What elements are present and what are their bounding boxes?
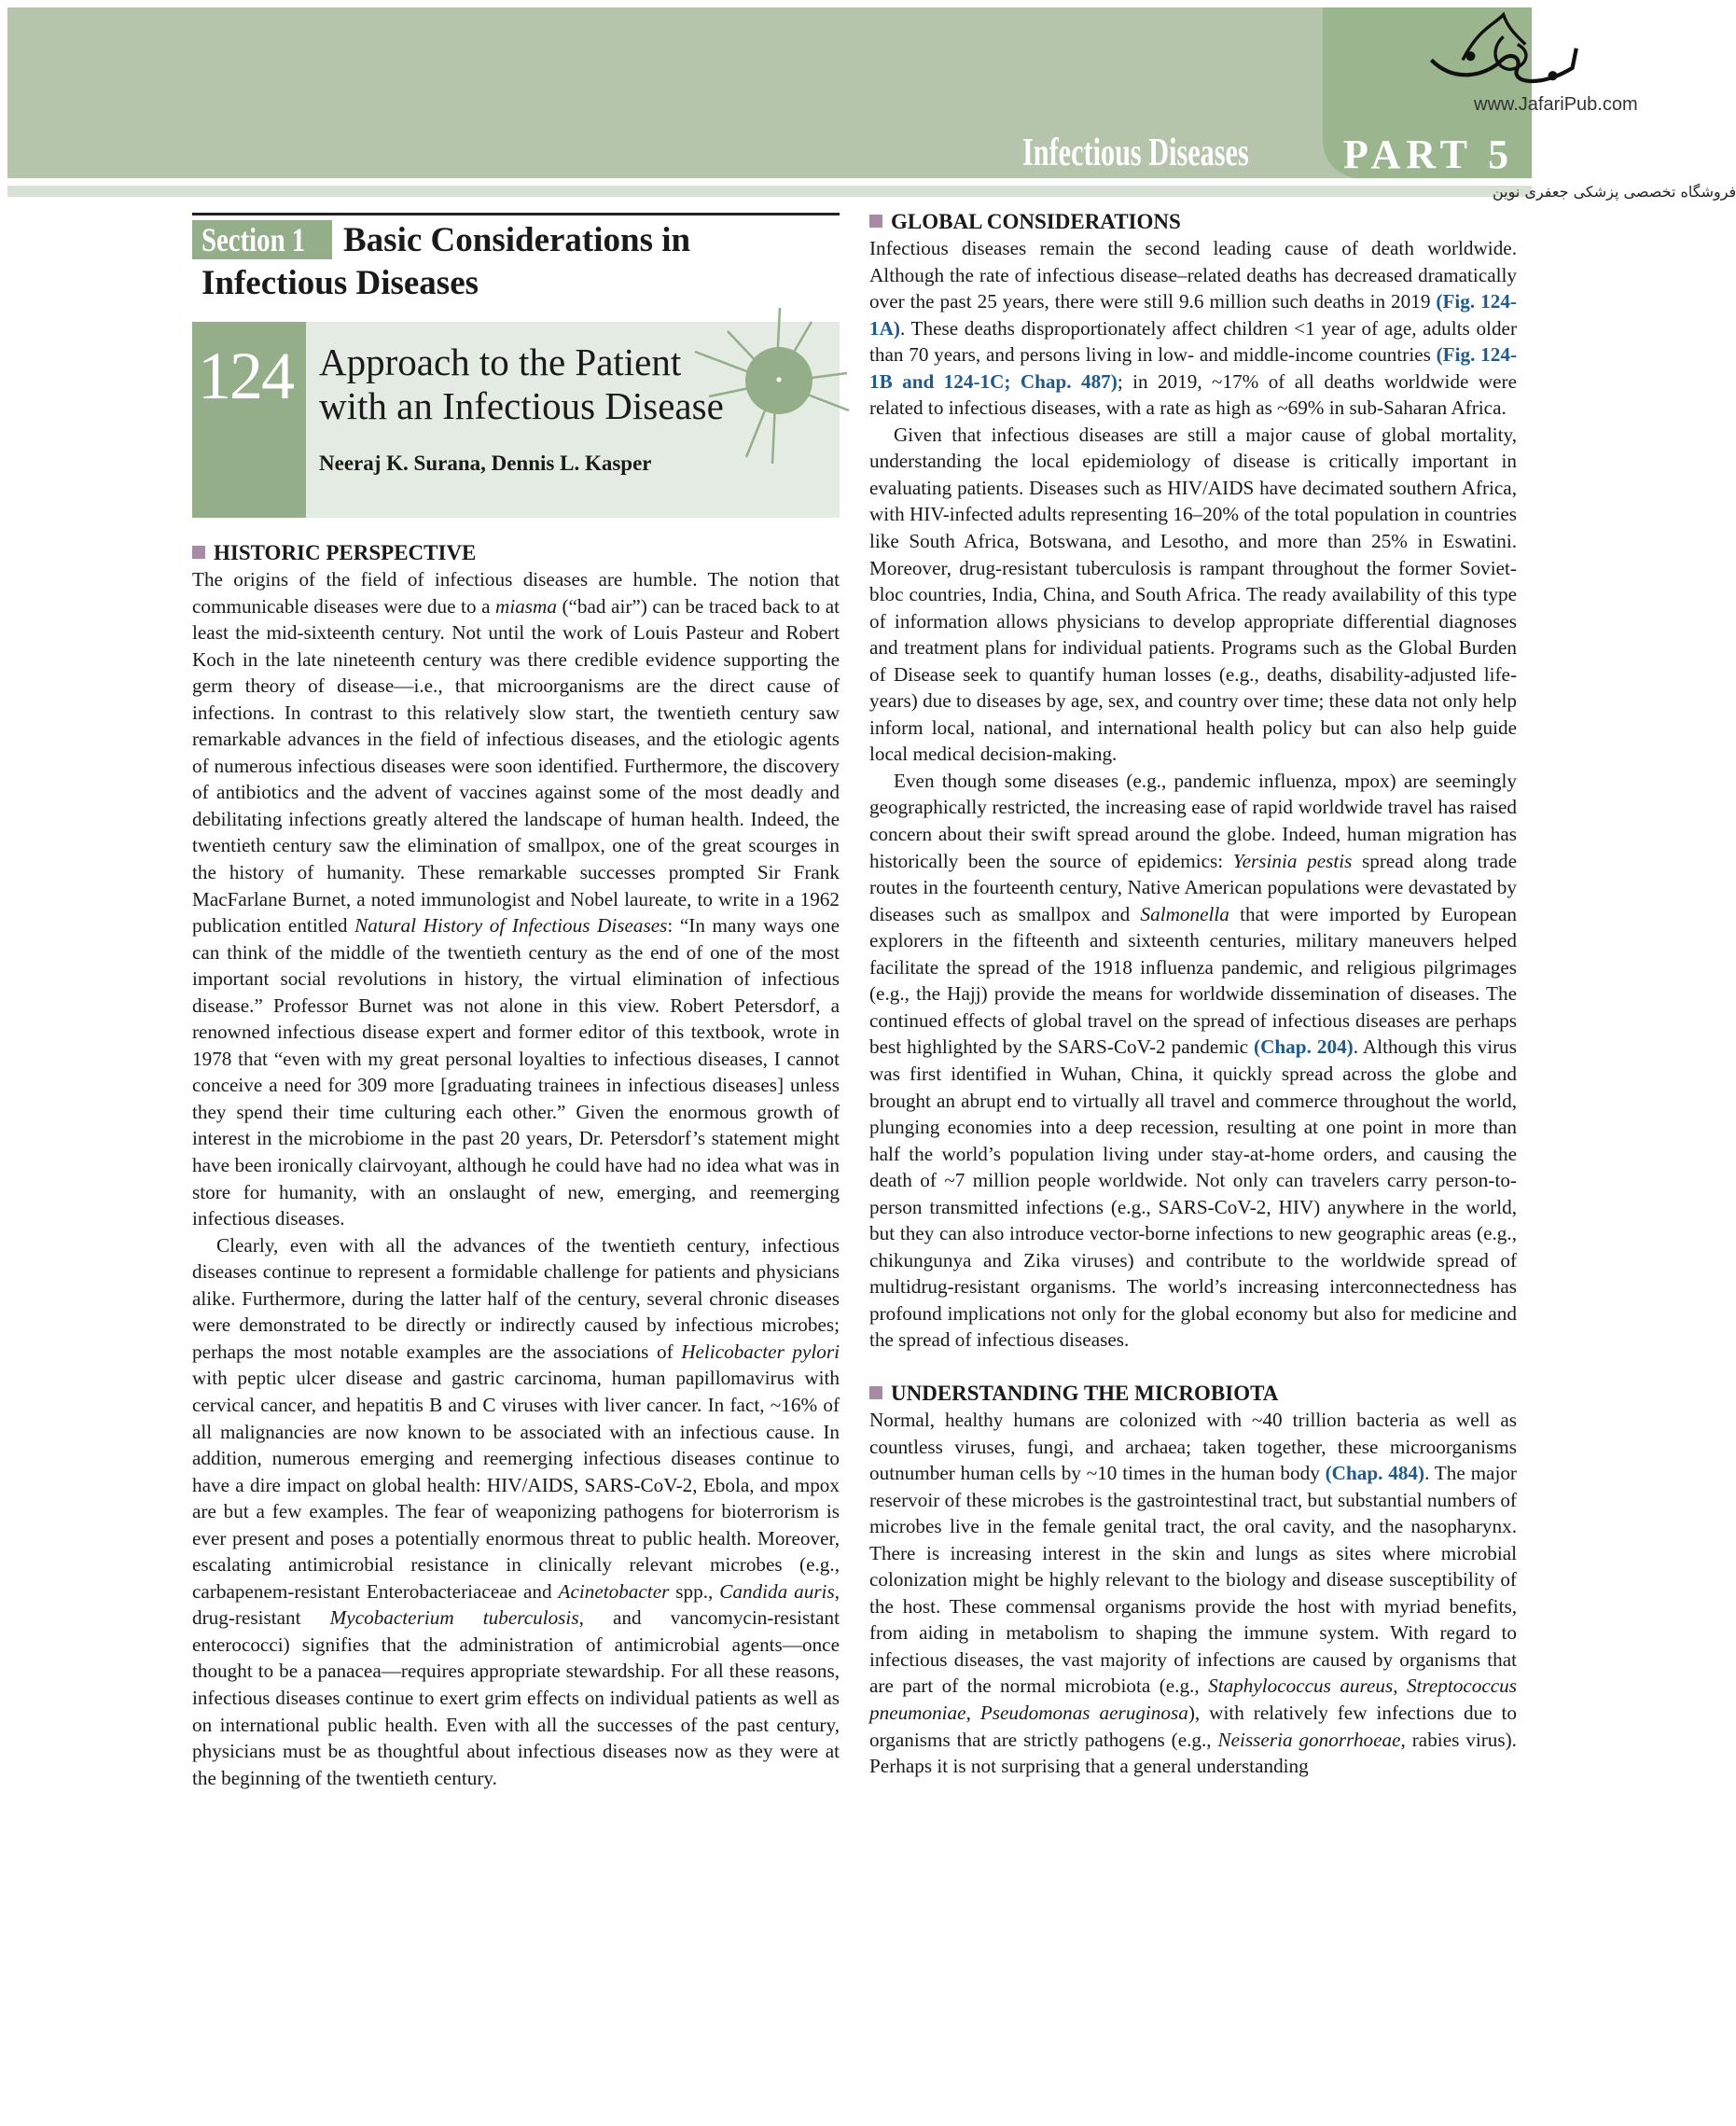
text-run: The origins of the field of infectious diseases are humble. The notion that communicable diseases were due to a (192, 568, 840, 618)
figure-reference-link[interactable]: (Fig. 124-1B and 124-1C; Chap. 487) (869, 343, 1517, 393)
spacer (869, 1354, 1517, 1380)
chapter-title-line: with an Infectious Disease (319, 384, 724, 427)
italic-term: Acinetobacter (558, 1579, 670, 1603)
italic-term: Streptococcus pneumoniae (869, 1674, 1517, 1724)
italic-term: Mycobacterium tuberculosis (329, 1606, 579, 1630)
text-run: ), with relatively few infections due to organisms that are strictly pathogens (e.g., (869, 1701, 1518, 1751)
text-run: spread along trade routes in the fourteenth century, Native American populations were devastated by diseases such as smallpox and (869, 849, 1517, 925)
section-title: Basic Considerations in (343, 221, 691, 259)
text-run: that were imported by European explorers in the fifteenth and sixteenth centuries, military maneuvers helped facilitate the spread of the 1918 influenza pandemic, and religious pilgrimages (e.g., the Hajj) provide the means for worldwide dissemination of diseases. The continued effects of global travel on the spread of infectious diseases are perhaps best highlighted by the SARS-CoV-2 pandemic (869, 902, 1517, 1059)
text-run: , rabies virus). Perhaps it is not surprising that a general understanding (869, 1728, 1517, 1778)
chapter-reference-link[interactable]: (Chap. 204) (1254, 1035, 1354, 1059)
section-heading-microbiota (869, 1380, 1517, 1407)
microbe-splat-icon (690, 303, 849, 466)
text-run: Infectious diseases remain the second leading cause of death worldwide. Although the rate of infectious disease–related deaths has decreased dramatically over the past 25 years, there were still 9.6 million such deaths in 2019 (869, 237, 1517, 313)
text-run: spp., (669, 1579, 720, 1603)
section-heading-historic (192, 539, 840, 566)
text-run: Normal, healthy humans are colonized with ~40 trillion bacteria as well as countless viruses, fungi, and archaea; taken together, these microorganisms outnumber human cells by ~10 times in the human body (869, 1408, 1517, 1485)
paragraph (192, 566, 840, 1232)
section-badge-label: Section 1 (201, 221, 306, 258)
paragraph (869, 768, 1517, 1354)
text-run: , and vancomycin-resistant enterococci) signifies that the administration of antimicrobial agents—once thought to be a panacea—requires appropriate stewardship. For all these reasons, infectious diseases continue to exert grim effects on individual patients as well as on international public health. Even with all the successes of the past century, physicians must be as thoughtful about infectious diseases now as they were at the beginning of the twentieth century. (192, 1606, 840, 1789)
text-run: ; in 2019, ~17% of all deaths worldwide were related to infectious diseases, with a rate as high as ~69% in sub-Saharan Africa. (869, 369, 1517, 420)
text-run: Clearly, even with all the advances of the twentieth century, infectious diseases continue to represent a formidable challenge for patients and physicians alike. Furthermore, during the latter half of the century, several chronic diseases were demonstrated to be directly or indirectly caused by infectious microbes; perhaps the most notable examples are the associations of (192, 1233, 840, 1363)
heading-marker-icon (192, 546, 205, 559)
text-run: : “In many ways one can think of the middle of the twentieth century as the end of one of the most important social revolutions in history, the virtual elimination of infectious disease.” Professor Burnet was not alone in this view. Robert Petersdorf, a renowned infectious disease expert and former editor of this textbook, wrote in 1978 that “even with my great personal loyalties to infectious diseases, I cannot conceive a need for 309 more [graduating trainees in infectious diseases] unless they spend their time culturing each other.” Given the enormous growth of interest in the microbiome in the past 20 years, Dr. Petersdorf’s statement might have been ironically clairvoyant, although he could have had no idea what was in store for humanity, with an onslaught of new, emerging, and reemerging infectious diseases. (192, 914, 840, 1230)
italic-term: Candida auris (719, 1579, 835, 1603)
section-title-cont: Infectious Diseases (201, 264, 479, 302)
text-run: . Although this virus was first identified in Wuhan, China, it quickly spread across the globe and brought an abrupt end to virtually all travel and commerce throughout the world, plunging economies into a deep recession, resulting at one point in more than half the world’s population living under stay-at-home orders, and causing the death of ~7 million people worldwide. Not only can travelers carry person-to-person transmitted infections (e.g., SARS-CoV-2, HIV) anywhere in the world, but they can also introduce vector-borne infections to new geographic areas (e.g., chikungunya and Zika viruses) and contribute to the worldwide spread of multidrug-resistant organisms. The world’s increasing interconnectedness has profound implications not only for the global economy but also for medicine and the spread of infectious diseases. (869, 1035, 1517, 1352)
chapter-reference-link[interactable]: (Chap. 484) (1325, 1462, 1425, 1485)
paragraph: Given that infectious diseases are still a major cause of global mortality, understanding the local epidemiology of disease is critically important in evaluating patients. Diseases such as HIV/AIDS have decimated southern Africa, with HIV-infected adults representing 16–20% of the total population in countries like South Africa, Botswana, and Lesotho, and more than 25% in Eswatini. Moreover, drug-resistant tuberculosis is rampant throughout the former Soviet-bloc countries, India, China, and South Africa. The ready availability of this type of information allows physicians to develop appropriate differential diagnoses and treatment plans for individual patients. Programs such as the Global Burden of Disease seek to quantify human losses (e.g., deaths, disability-adjusted life-years) due to diseases by age, sex, and country over time; these data not only help inform local, national, and international health policy but can also help guide local medical decision-making. (869, 423, 1517, 766)
watermark-persian: فروشگاه تخصصی پزشکی جعفری نوین (1493, 183, 1736, 201)
italic-term: Pseudomonas aeruginosa (979, 1701, 1188, 1724)
chapter-number: 124 (198, 339, 293, 413)
text-run: , drug-resistant (192, 1579, 840, 1630)
italic-term: Yersinia pestis (1232, 849, 1353, 872)
watermark-url: www.JafariPub.com (1474, 94, 1638, 115)
part-number: PART 5 (1343, 132, 1515, 177)
text-run: , (1393, 1674, 1407, 1698)
heading-marker-icon (869, 1386, 882, 1399)
paragraph (869, 235, 1517, 422)
section-badge (192, 220, 332, 259)
italic-term: Salmonella (1140, 902, 1229, 925)
heading-marker-icon (869, 215, 882, 228)
text-run: with peptic ulcer disease and gastric carcinoma, human papillomavirus with cervical cancer, and hepatitis B and C viruses with liver cancer. In fact, ~16% of all malignancies are now known to be associated with an infectious cause. In addition, numerous emerging and reemerging infectious diseases continue to have a dire impact on global health: HIV/AIDS, SARS-CoV-2, Ebola, and mpox are but a few examples. The fear of weaponizing pathogens for bioterrorism is ever present and poses a potentially enormous threat to public health. Moreover, escalating antimicrobial resistance in clinically relevant microbes (e.g., carbapenem-resistant Enterobacteriaceae and (192, 1367, 840, 1603)
calligraphy-logo-icon (1399, 13, 1604, 91)
heading-text: HISTORIC PERSPECTIVE (214, 541, 477, 564)
chapter-title-line: Approach to the Patient (319, 340, 682, 383)
banner-rule (7, 186, 1532, 197)
heading-text: GLOBAL CONSIDERATIONS (891, 210, 1181, 233)
text-run: Even though some diseases (e.g., pandemic influenza, mpox) are seemingly geographically restricted, the increasing ease of rapid worldwide travel has raised concern about their swift spread around the globe. Indeed, human migration has historically been the source of epidemics: (869, 769, 1517, 872)
part-title: Infectious Diseases (1022, 132, 1249, 174)
part-banner (7, 7, 1532, 178)
chapter-authors: Neeraj K. Surana, Dennis L. Kasper (319, 452, 652, 475)
text-run: . These deaths disproportionately affect children <1 year of age, adults older than 70 years, and persons living in low- and middle-income countries (869, 316, 1517, 367)
text-run: , (965, 1701, 980, 1724)
section-heading-global (869, 208, 1517, 235)
chapter-title (319, 340, 724, 428)
section-rule (192, 213, 840, 215)
text-run: (“bad air”) can be traced back to at least the mid-sixteenth century. Not until the work of Louis Pasteur and Robert Koch in the late nineteenth century was there credible evidence supporting the germ theory of disease—i.e., that microorganisms are the direct cause of infections. In contrast to this relatively slow start, the twentieth century saw remarkable advances in the field of infectious diseases, and the etiologic agents of numerous infectious diseases were soon identified. Furthermore, the discovery of antibiotics and the advent of vaccines against some of the most deadly and debilitating infections greatly altered the landscape of human health. Indeed, the twentieth century saw the elimination of smallpox, one of the great scourges in the history of humanity. These remarkable successes prompted Sir Frank MacFarlane Burnet, a noted immunologist and Nobel laureate, to write in a 1962 publication entitled (192, 594, 840, 938)
text-run: . The major reservoir of these microbes is the gastrointestinal tract, but substantial numbers of microbes live in the female genital tract, the oral cavity, and the nasopharynx. There is increasing interest in the skin and lungs as sites where microbial colonization might be highly relevant to the biology and disease susceptibility of the host. These commensal organisms provide the host with myriad benefits, from aiding in metabolism to shaping the immune system. With regard to infectious diseases, the vast majority of infections are caused by organisms that are part of the normal microbiota (e.g., (869, 1462, 1517, 1698)
right-column (869, 208, 1517, 1780)
figure-reference-link[interactable]: (Fig. 124-1A) (869, 290, 1517, 340)
heading-text: UNDERSTANDING THE MICROBIOTA (891, 1381, 1279, 1405)
paragraph (192, 1232, 840, 1791)
paragraph (869, 1407, 1517, 1780)
italic-term: Helicobacter pylori (681, 1340, 840, 1363)
italic-title: Natural History of Infectious Diseases (354, 914, 668, 938)
italic-term: Staphylococcus aureus (1208, 1674, 1394, 1698)
italic-term: miasma (495, 594, 557, 618)
italic-term: Neisseria gonorrhoeae (1217, 1728, 1401, 1751)
left-column (192, 539, 840, 1791)
